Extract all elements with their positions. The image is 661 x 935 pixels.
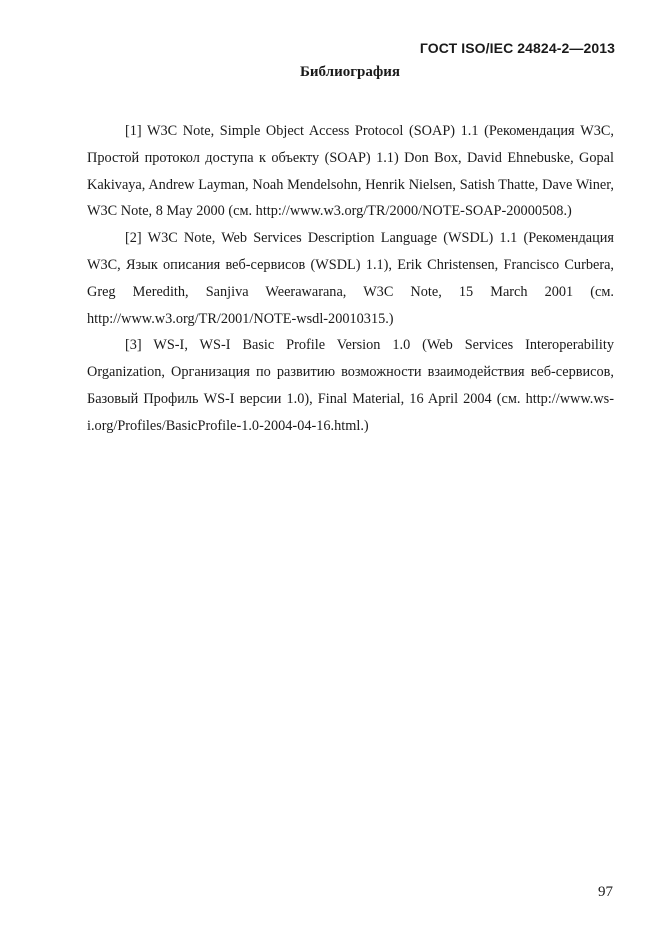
bibliography-title: Библиография	[299, 64, 401, 80]
reference-list	[87, 118, 614, 440]
reference-item: [1] W3C Note, Simple Object Access Protocol (SOAP) 1.1 (Рекомендация W3C, Простой протокол доступа к объекту (SOAP) 1.1) Don Box, David Ehnebuske, Gopal Kakivaya, Andrew Layman, Noah Mendelsohn, Henrik Nielsen, Satish Thatte, Dave Winer, W3C Note, 8 May 2000 (см. http://www.w3.org/TR/2000/NOTE-SOAP-20000508.)	[87, 123, 614, 220]
reference-item: [2] W3C Note, Web Services Description Language (WSDL) 1.1 (Рекомендация W3C, Язык описания веб-сервисов (WSDL) 1.1), Erik Christensen, Francisco Curbera, Greg Meredith, Sanjiva Weerawarana, W3C Note, 15 March 2001 (см. http://www.w3.org/TR/2001/NOTE-wsdl-20010315.)	[87, 230, 614, 327]
page-number: 97	[598, 884, 613, 900]
reference-item: [3] WS-I, WS-I Basic Profile Version 1.0 (Web Services Interoperability Organization, Организация по развитию возможности взаимодействия веб-сервисов, Базовый Профиль WS-I версии 1.0), Final Material, 16 April 2004 (см. http://www.ws-i.org/Profiles/BasicProfile-1.0-2004-04-16.html.)	[87, 337, 614, 434]
document-code-header: ГОСТ ISO/IEC 24824-2—2013	[419, 40, 615, 56]
